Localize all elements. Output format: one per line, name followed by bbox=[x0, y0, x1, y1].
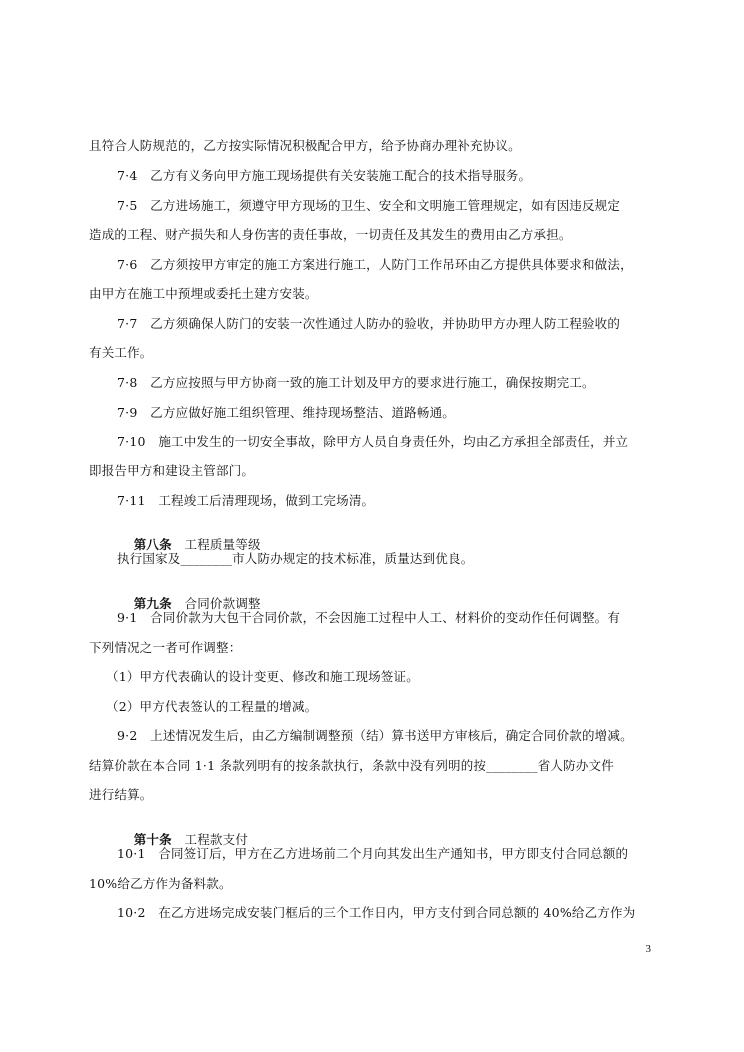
clause-7-5-line1: 7·5 乙方进场施工，须遵守甲方现场的卫生、安全和文明施工管理规定，如有因违反规定 bbox=[117, 198, 621, 213]
clause-9-1-line2: 下列情况之一者可作调整： bbox=[89, 640, 242, 655]
clause-7-5-line2: 造成的工程、财产损失和人身伤害的责任事故，一切责任及其发生的费用由乙方承担。 bbox=[89, 227, 572, 242]
clause-7-10-line2: 即报告甲方和建设主管部门。 bbox=[89, 463, 255, 478]
clause-7-7-line1: 7·7 乙方须确保人防门的安装一次性通过人防办的验收，并协助甲方办理人防工程验收的 bbox=[117, 316, 621, 331]
article-9-heading: 第九条 bbox=[133, 596, 172, 611]
text-line: 且符合人防规范的，乙方按实际情况积极配合甲方，给予协商办理补充协议。 bbox=[89, 138, 521, 153]
page-number: 3 bbox=[645, 943, 651, 955]
clause-9-2-line2: 结算价款在本合同 1·1 条款列明有的按条款执行，条款中没有列明的按________省人防办文件 bbox=[89, 758, 614, 773]
clause-9-item-1: （1）甲方代表确认的设计变更、修改和施工现场签证。 bbox=[106, 669, 419, 684]
clause-9-2-line3: 进行结算。 bbox=[89, 787, 153, 802]
article-8-title: 工程质量等级 bbox=[184, 537, 261, 552]
clause-7-11: 7·11 工程竣工后清理现场，做到工完场清。 bbox=[117, 493, 375, 508]
clause-7-10-line1: 7·10 施工中发生的一切安全事故，除甲方人员自身责任外，均由乙方承担全部责任，并立 bbox=[117, 434, 629, 449]
article-9-title: 合同价款调整 bbox=[184, 596, 261, 611]
clause-9-item-2: （2）甲方代表签认的工程量的增减。 bbox=[106, 699, 318, 714]
clause-10-2-line1: 10·2 在乙方进场完成安装门框后的三个工作日内，甲方支付到合同总额的 40%给乙方作为 bbox=[117, 905, 636, 920]
clause-10-1-line1: 10·1 合同签订后，甲方在乙方进场前二个月向其发出生产通知书，甲方即支付合同总额的 bbox=[117, 846, 629, 861]
clause-10-1-line2: 10%给乙方作为备料款。 bbox=[89, 876, 232, 891]
article-10-heading: 第十条 bbox=[133, 832, 172, 847]
article-8-body: 执行国家及________市人防办规定的技术标准，质量达到优良。 bbox=[117, 551, 474, 566]
clause-7-6-line1: 7·6 乙方须按甲方审定的施工方案进行施工，人防门工作吊环由乙方提供具体要求和做法， bbox=[117, 257, 633, 272]
article-8-heading: 第八条 bbox=[133, 537, 172, 552]
clause-7-8: 7·8 乙方应按照与甲方协商一致的施工计划及甲方的要求进行施工，确保按期完工。 bbox=[117, 375, 595, 390]
clause-9-1-line1: 9·1 合同价款为大包干合同价款，不会因施工过程中人工、材料价的变动作任何调整。有 bbox=[117, 610, 621, 625]
clause-7-6-line2: 由甲方在施工中预埋或委托土建方安装。 bbox=[89, 286, 318, 301]
clause-7-9: 7·9 乙方应做好施工组织管理、维持现场整洁、道路畅通。 bbox=[117, 405, 455, 420]
clause-7-4: 7·4 乙方有义务向甲方施工现场提供有关安装施工配合的技术指导服务。 bbox=[117, 168, 532, 183]
clause-9-2-line1: 9·2 上述情况发生后，由乙方编制调整预（结）算书送甲方审核后，确定合同价款的增减。 bbox=[117, 728, 633, 743]
article-10-title: 工程款支付 bbox=[184, 832, 249, 847]
clause-7-7-line2: 有关工作。 bbox=[89, 345, 153, 360]
